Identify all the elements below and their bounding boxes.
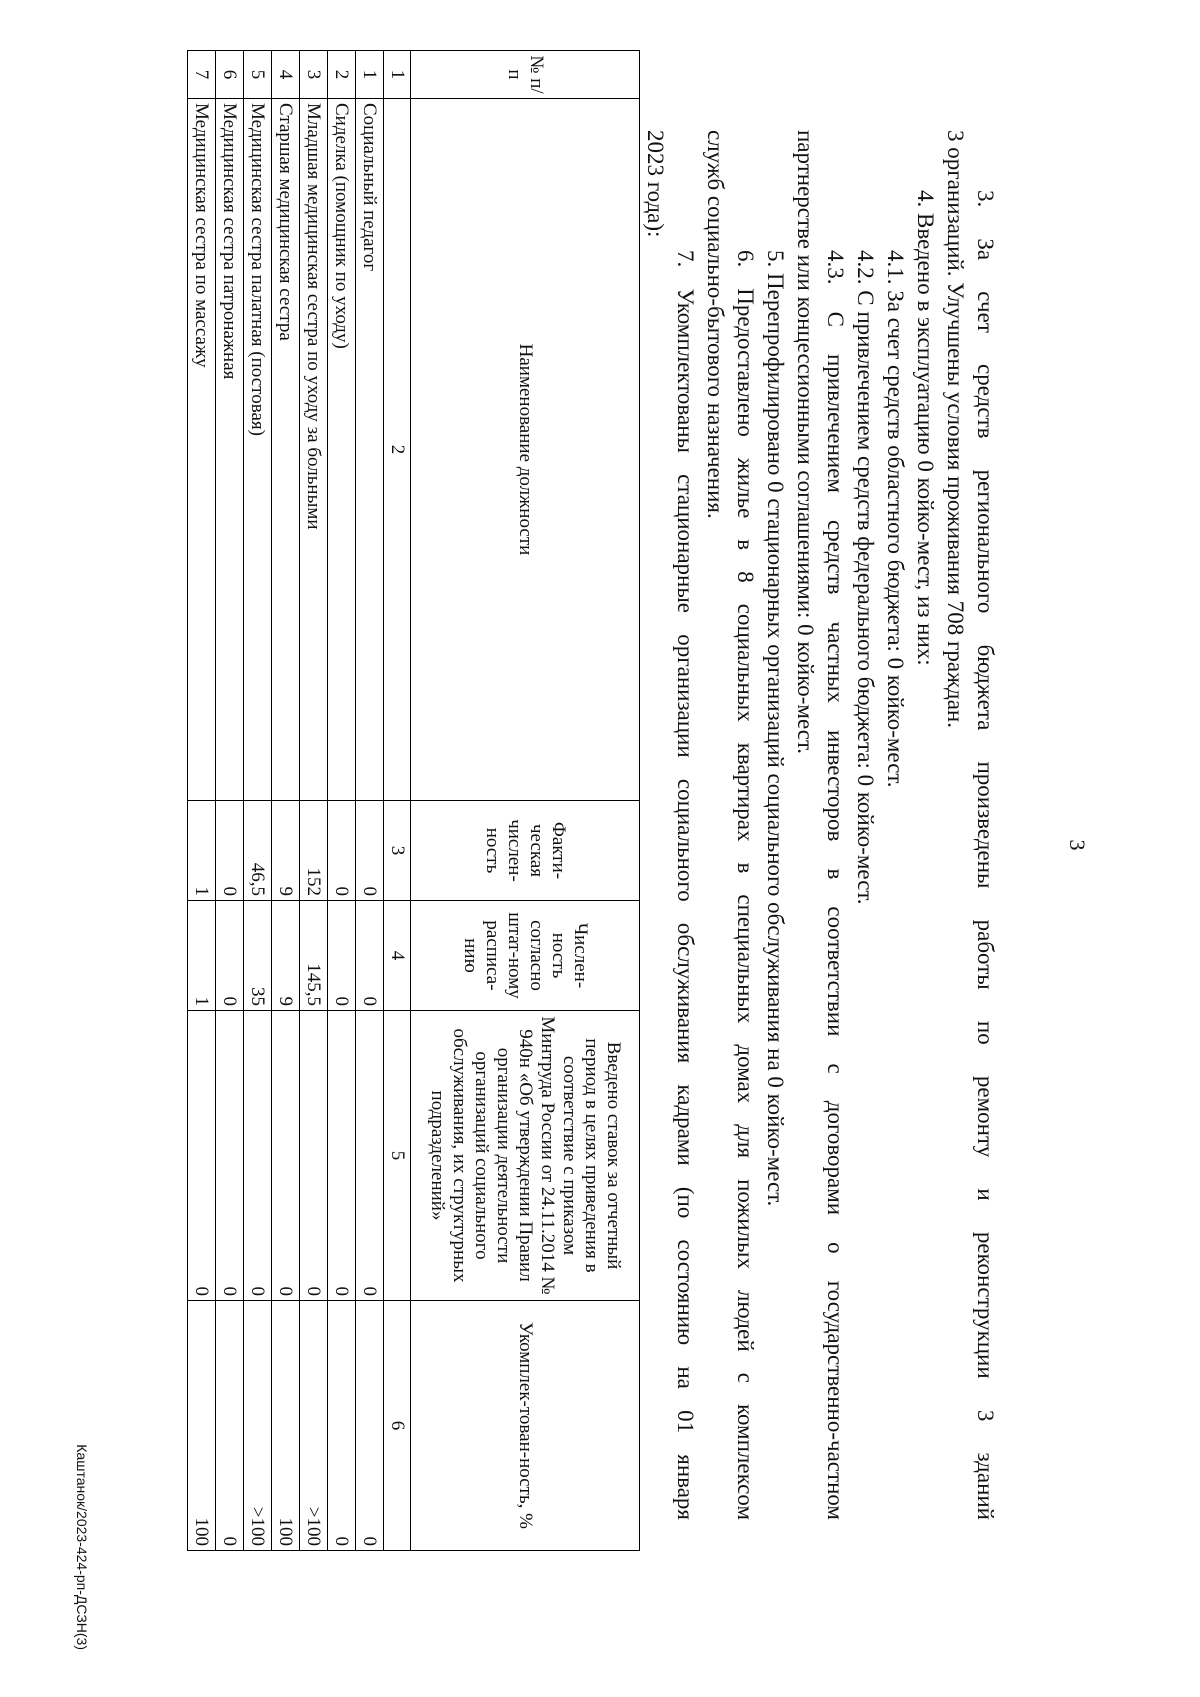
index-cell: 4 <box>384 901 411 1011</box>
position-name: Сиделка (помощник по уходу) <box>328 99 356 801</box>
table-header-row <box>411 51 640 1551</box>
document-footer-code: Каштанок/2023-424-рп-ДСЗН(3) <box>74 1444 90 1650</box>
position-name: Старшая медицинская сестра <box>272 99 300 801</box>
table-row <box>216 51 244 1551</box>
staffing-percent: 0 <box>328 1301 356 1551</box>
paragraph-4-3-cont: партнерстве или концессионными соглашениями: 0 койко-мест. <box>793 130 818 755</box>
staffing-percent: 0 <box>216 1301 244 1551</box>
schedule-count: 1 <box>188 901 216 1011</box>
actual-count: 46,5 <box>244 801 272 901</box>
paragraph-4-3: 4.3. С привлечением средств частных инвесторов в соответствии с договорами о государственно-частном <box>823 250 848 1520</box>
paragraph-7-cont: 2023 года): <box>643 130 668 238</box>
schedule-count: 0 <box>328 901 356 1011</box>
row-number: 7 <box>188 51 216 99</box>
rates-introduced: 0 <box>272 1011 300 1301</box>
rates-introduced: 0 <box>216 1011 244 1301</box>
header-rates-introduced: Введено ставок за отчетный период в целях приведения в соответствие с приказом Минтруда России от 24.11.2014 № 940н «Об утверждении Правил организации деятельности организаций социального обслуживания, их структурных подразделений» <box>411 1011 640 1301</box>
actual-count: 9 <box>272 801 300 901</box>
rates-introduced: 0 <box>328 1011 356 1301</box>
row-number: 3 <box>300 51 328 99</box>
row-number: 2 <box>328 51 356 99</box>
staffing-percent: >100 <box>244 1301 272 1551</box>
paragraph-3: 3. За счет средств регионального бюджета произведены работы по ремонту и реконструкции 3 зданий <box>973 190 998 1520</box>
table-row <box>300 51 328 1551</box>
index-cell: 6 <box>384 1301 411 1551</box>
schedule-count: 0 <box>356 901 384 1011</box>
actual-count: 0 <box>216 801 244 901</box>
rotated-page <box>40 20 1100 1670</box>
rates-introduced: 0 <box>188 1011 216 1301</box>
page-number: 3 <box>1065 839 1090 851</box>
staffing-table <box>187 50 640 1551</box>
paragraph-4-2: 4.2. С привлечением средств федерального бюджета: 0 койко-мест. <box>853 250 878 905</box>
position-name: Медицинская сестра по массажу <box>188 99 216 801</box>
schedule-count: 35 <box>244 901 272 1011</box>
table-row <box>356 51 384 1551</box>
index-cell: 2 <box>384 99 411 801</box>
staffing-percent: >100 <box>300 1301 328 1551</box>
rates-introduced: 0 <box>356 1011 384 1301</box>
row-number: 4 <box>272 51 300 99</box>
header-position-name: Наименование должности <box>411 99 640 801</box>
row-number: 5 <box>244 51 272 99</box>
paragraph-4-1: 4.1. За счет средств областного бюджета: 0 койко-мест. <box>883 250 908 788</box>
actual-count: 0 <box>356 801 384 901</box>
body-text <box>640 130 1000 1520</box>
table-row <box>188 51 216 1551</box>
paragraph-7: 7. Укомплектованы стационарные организации социального обслуживания кадрами (по состоянию на 01 января <box>673 250 698 1520</box>
staffing-percent: 100 <box>272 1301 300 1551</box>
actual-count: 152 <box>300 801 328 901</box>
staffing-percent: 0 <box>356 1301 384 1551</box>
position-name: Социальный педагог <box>356 99 384 801</box>
schedule-count: 9 <box>272 901 300 1011</box>
paragraph-4: 4. Введено в эксплуатацию 0 койко-мест, из них: <box>913 190 938 666</box>
schedule-count: 0 <box>216 901 244 1011</box>
position-name: Медицинская сестра палатная (постовая) <box>244 99 272 801</box>
table-row <box>328 51 356 1551</box>
actual-count: 1 <box>188 801 216 901</box>
paragraph-3-cont: 3 организаций. Улучшены условия проживания 708 граждан. <box>943 130 968 728</box>
actual-count: 0 <box>328 801 356 901</box>
paragraph-6-cont: служб социально-бытового назначения. <box>703 130 728 519</box>
index-cell: 5 <box>384 1011 411 1301</box>
paragraph-5: 5. Перепрофилировано 0 стационарных организаций социального обслуживания на 0 койко-мест. <box>763 250 788 1207</box>
table-row <box>272 51 300 1551</box>
rates-introduced: 0 <box>300 1011 328 1301</box>
staffing-percent: 100 <box>188 1301 216 1551</box>
position-name: Младшая медицинская сестра по уходу за больными <box>300 99 328 801</box>
index-cell: 1 <box>384 51 411 99</box>
header-number: № п/п <box>411 51 640 99</box>
row-number: 6 <box>216 51 244 99</box>
table-row <box>244 51 272 1551</box>
header-actual-count: Факти-ческая числен-ность <box>411 801 640 901</box>
index-cell: 3 <box>384 801 411 901</box>
header-staffing-percent: Укомплек-тован-ность, % <box>411 1301 640 1551</box>
schedule-count: 145,5 <box>300 901 328 1011</box>
row-number: 1 <box>356 51 384 99</box>
header-staff-schedule-count: Числен-ность согласно штат-ному расписа-нию <box>411 901 640 1011</box>
table-index-row <box>384 51 411 1551</box>
position-name: Медицинская сестра патронажная <box>216 99 244 801</box>
paragraph-6: 6. Предоставлено жилье в 8 социальных квартирах в специальных домах для пожилых людей с комплексом <box>733 250 758 1520</box>
rates-introduced: 0 <box>244 1011 272 1301</box>
